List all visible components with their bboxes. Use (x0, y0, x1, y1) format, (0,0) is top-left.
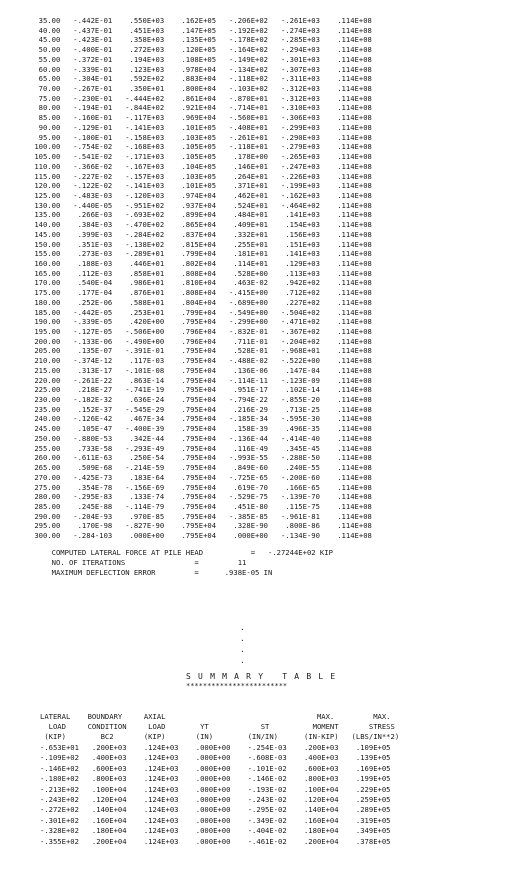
table-row: 260.00 -.611E-63 .250E-54 .795E+04 -.993E-55 -.288E-50 .114E+08 (30, 453, 372, 463)
table-row: 255.00 .733E-58 -.293E-49 .795E+04 .116E-49 .345E-45 .114E+08 (30, 443, 372, 453)
summary-row: -.653E+01 .200E+03 .124E+03 .000E+00 -.254E-03 .200E+03 .109E+05 (40, 743, 391, 752)
summary-row: -.355E+02 .200E+04 .124E+03 .000E+00 -.461E-02 .200E+04 .378E+05 (40, 836, 391, 846)
summary-row: -.301E+02 .160E+04 .124E+03 .000E+00 -.349E-02 .160E+04 .319E+05 (40, 815, 391, 825)
summary-title-underline: ************************ (186, 682, 288, 690)
table-row: 190.00 -.339E-05 .420E+00 .795E+04 -.299E+00 -.471E+02 .114E+08 (30, 317, 372, 327)
table-row: 265.00 .509E-68 -.214E-59 .795E+04 .849E-60 .240E-55 .114E+08 (30, 463, 372, 473)
summary-row: -.272E+02 .140E+04 .124E+03 .000E+00 -.295E-02 .140E+04 .289E+05 (40, 805, 391, 815)
continuation-dots: . . . . (240, 623, 245, 665)
result-line: NO. OF ITERATIONS = 11 (30, 558, 247, 567)
table-row: 40.00 -.437E-01 .451E+03 .147E+05 -.192E+02 -.274E+03 .114E+08 (30, 25, 372, 35)
summary-table-body (40, 743, 391, 847)
summary-row: -.243E+02 .120E+04 .124E+03 .000E+00 -.243E-02 .120E+04 .259E+05 (40, 795, 391, 805)
summary-header-line: (KIP) BC2 (KIP) (IN) (IN/IN) (IN-KIP) (LBS/IN**2) (40, 732, 400, 741)
table-row: 65.00 -.304E-01 .592E+02 .883E+04 -.118E+02 -.311E+03 .114E+08 (30, 74, 372, 84)
table-row: 160.00 .188E-03 .446E+01 .802E+04 .114E+01 .129E+03 .114E+08 (30, 258, 372, 268)
table-row: 300.00 -.284-103 .000E+00 .795E+04 .000E+00 -.134E-90 .114E+08 (30, 531, 372, 541)
summary-row: -.328E+02 .180E+04 .124E+03 .000E+00 -.404E-02 .180E+04 .349E+05 (40, 826, 391, 836)
table-row: 215.00 .313E-17 -.101E-08 .795E+04 .136E-06 .147E-04 .114E+08 (30, 365, 372, 375)
table-row: 105.00 -.541E-02 -.171E+03 .105E+05 .178E+00 -.265E+03 .114E+08 (30, 152, 372, 162)
table-row: 75.00 -.230E-01 -.444E+02 .861E+04 -.870E+01 -.312E+03 .114E+08 (30, 93, 372, 103)
table-row: 80.00 -.194E-01 -.844E+02 .921E+04 -.714E+01 -.310E+03 .114E+08 (30, 103, 372, 113)
table-row: 95.00 -.100E-01 -.158E+03 .103E+05 -.261E+01 -.290E+03 .114E+08 (30, 132, 372, 142)
table-row: 280.00 -.295E-83 .133E-74 .795E+04 -.529E-75 -.139E-70 .114E+08 (30, 492, 372, 502)
table-row: 180.00 .252E-06 .588E+01 .804E+04 -.689E+00 .227E+02 .114E+08 (30, 297, 372, 307)
table-row: 155.00 .273E-03 -.289E+01 .799E+04 .181E+01 .141E+03 .114E+08 (30, 249, 372, 259)
table-row: 45.00 -.423E-01 .358E+03 .135E+05 -.178E+02 -.285E+03 .114E+08 (30, 35, 372, 45)
table-row: 240.00 -.126E-42 .467E-34 .795E+04 -.185E-34 -.595E-30 .114E+08 (30, 414, 372, 424)
result-line: COMPUTED LATERAL FORCE AT PILE HEAD = -.27244E+02 KIP (30, 548, 333, 557)
table-row: 115.00 -.227E-02 -.157E+03 .103E+05 .264E+01 -.226E+03 .114E+08 (30, 171, 372, 181)
table-row: 150.00 .351E-03 -.138E+02 .815E+04 .255E+01 .151E+03 .114E+08 (30, 239, 372, 249)
summary-row: -.146E+02 .600E+03 .124E+03 .000E+00 -.101E-02 .600E+03 .169E+05 (40, 763, 391, 773)
table-row: 275.00 .354E-78 -.156E-69 .795E+04 .619E-70 .166E-65 .114E+08 (30, 482, 372, 492)
table-row: 220.00 -.261E-22 .863E-14 .795E+04 -.114E-11 -.123E-09 .114E+08 (30, 375, 372, 385)
table-row: 140.00 .384E-03 -.470E+02 .865E+04 .409E+01 .154E+03 .114E+08 (30, 220, 372, 230)
summary-row: -.180E+02 .800E+03 .124E+03 .000E+00 -.146E-02 .800E+03 .199E+05 (40, 774, 391, 784)
table-row: 210.00 -.374E-12 .117E-03 .795E+04 -.488E-02 -.522E+00 .114E+08 (30, 356, 372, 366)
table-row: 270.00 -.425E-73 .183E-64 .795E+04 -.725E-65 -.200E-60 .114E+08 (30, 472, 372, 482)
pile-output-table (30, 16, 372, 541)
table-row: 165.00 .112E-03 .858E+01 .808E+04 .528E+00 .113E+03 .114E+08 (30, 268, 372, 278)
table-row: 285.00 .245E-88 -.114E-79 .795E+04 .451E-80 .115E-75 .114E+08 (30, 501, 372, 511)
table-row: 100.00 -.754E-02 -.168E+03 .105E+05 -.118E+01 -.279E+03 .114E+08 (30, 142, 372, 152)
result-line: MAXIMUM DEFLECTION ERROR = .938E-05 IN (30, 568, 273, 577)
table-row: 145.00 .399E-03 -.284E+02 .837E+04 .332E+01 .156E+03 .114E+08 (30, 229, 372, 239)
table-row: 230.00 -.182E-32 .636E-24 .795E+04 -.794E-22 -.855E-20 .114E+08 (30, 395, 372, 405)
summary-header-line: LATERAL BOUNDARY AXIAL MAX. MAX. (40, 712, 391, 721)
table-row: 170.00 .540E-04 .986E+01 .810E+04 .463E-02 .942E+02 .114E+08 (30, 278, 372, 288)
table-row: 295.00 .170E-98 -.827E-90 .795E+04 .328E-90 .800E-86 .114E+08 (30, 521, 372, 531)
table-row: 110.00 -.366E-02 -.167E+03 .104E+05 .146E+01 -.247E+03 .114E+08 (30, 161, 372, 171)
table-row: 130.00 -.440E-05 -.951E+02 .937E+04 .524E+01 -.464E+02 .114E+08 (30, 200, 372, 210)
table-row: 120.00 -.122E-02 -.141E+03 .101E+05 .371E+01 -.199E+03 .114E+08 (30, 181, 372, 191)
table-row: 50.00 -.400E-01 .272E+03 .120E+05 -.164E+02 -.294E+03 .114E+08 (30, 45, 372, 55)
table-row: 235.00 .152E-37 -.545E-29 .795E+04 .216E-29 .713E-25 .114E+08 (30, 404, 372, 414)
summary-table-header (40, 712, 399, 742)
summary-row: -.213E+02 .100E+04 .124E+03 .000E+00 -.193E-02 .100E+04 .229E+05 (40, 784, 391, 794)
table-row: 205.00 .135E-07 -.391E-01 .795E+04 .528E-01 -.968E+01 .114E+08 (30, 346, 372, 356)
table-row: 290.00 -.204E-93 .970E-85 .795E+04 -.385E-85 -.961E-81 .114E+08 (30, 511, 372, 521)
summary-table-title: S U M M A R Y T A B L E (186, 672, 337, 681)
table-row: 70.00 -.267E-01 .350E+01 .800E+04 -.103E+02 -.312E+03 .114E+08 (30, 84, 372, 94)
table-row: 35.00 -.442E-01 .550E+03 .162E+05 -.206E+02 -.261E+03 .114E+08 (30, 16, 372, 25)
table-row: 125.00 -.483E-03 -.120E+03 .974E+04 .462E+01 -.162E+03 .114E+08 (30, 190, 372, 200)
table-row: 200.00 -.133E-06 -.490E+00 .796E+04 .711E-01 -.204E+02 .114E+08 (30, 336, 372, 346)
table-row: 135.00 .266E-03 -.693E+02 .899E+04 .484E+01 .141E+03 .114E+08 (30, 210, 372, 220)
summary-row: -.109E+02 .400E+03 .124E+03 .000E+00 -.608E-03 .400E+03 .139E+05 (40, 753, 391, 763)
computed-results (30, 548, 333, 578)
table-row: 245.00 .105E-47 -.400E-39 .795E+04 .158E-39 .496E-35 .114E+08 (30, 424, 372, 434)
summary-header-line: LOAD CONDITION LOAD YT ST MOMENT STRESS (40, 722, 395, 731)
table-row: 250.00 -.880E-53 .342E-44 .795E+04 -.136E-44 -.414E-40 .114E+08 (30, 433, 372, 443)
table-row: 60.00 -.339E-01 .123E+03 .978E+04 -.134E+02 -.307E+03 .114E+08 (30, 64, 372, 74)
table-row: 225.00 .218E-27 -.741E-19 .795E+04 .951E-17 .102E-14 .114E+08 (30, 385, 372, 395)
table-row: 185.00 -.442E-05 .253E+01 .799E+04 -.549E+00 -.504E+02 .114E+08 (30, 307, 372, 317)
table-row: 195.00 -.127E-05 -.506E+00 .796E+04 -.832E-01 -.367E+02 .114E+08 (30, 327, 372, 336)
table-row: 90.00 -.129E-01 -.141E+03 .101E+05 -.408E+01 -.299E+03 .114E+08 (30, 122, 372, 132)
table-row: 55.00 -.372E-01 .194E+03 .108E+05 -.149E+02 -.301E+03 .114E+08 (30, 54, 372, 64)
table-row: 175.00 .177E-04 .876E+01 .808E+04 -.415E+00 .712E+02 .114E+08 (30, 288, 372, 298)
table-row: 85.00 -.160E-01 -.117E+03 .969E+04 -.560E+01 -.306E+03 .114E+08 (30, 113, 372, 123)
